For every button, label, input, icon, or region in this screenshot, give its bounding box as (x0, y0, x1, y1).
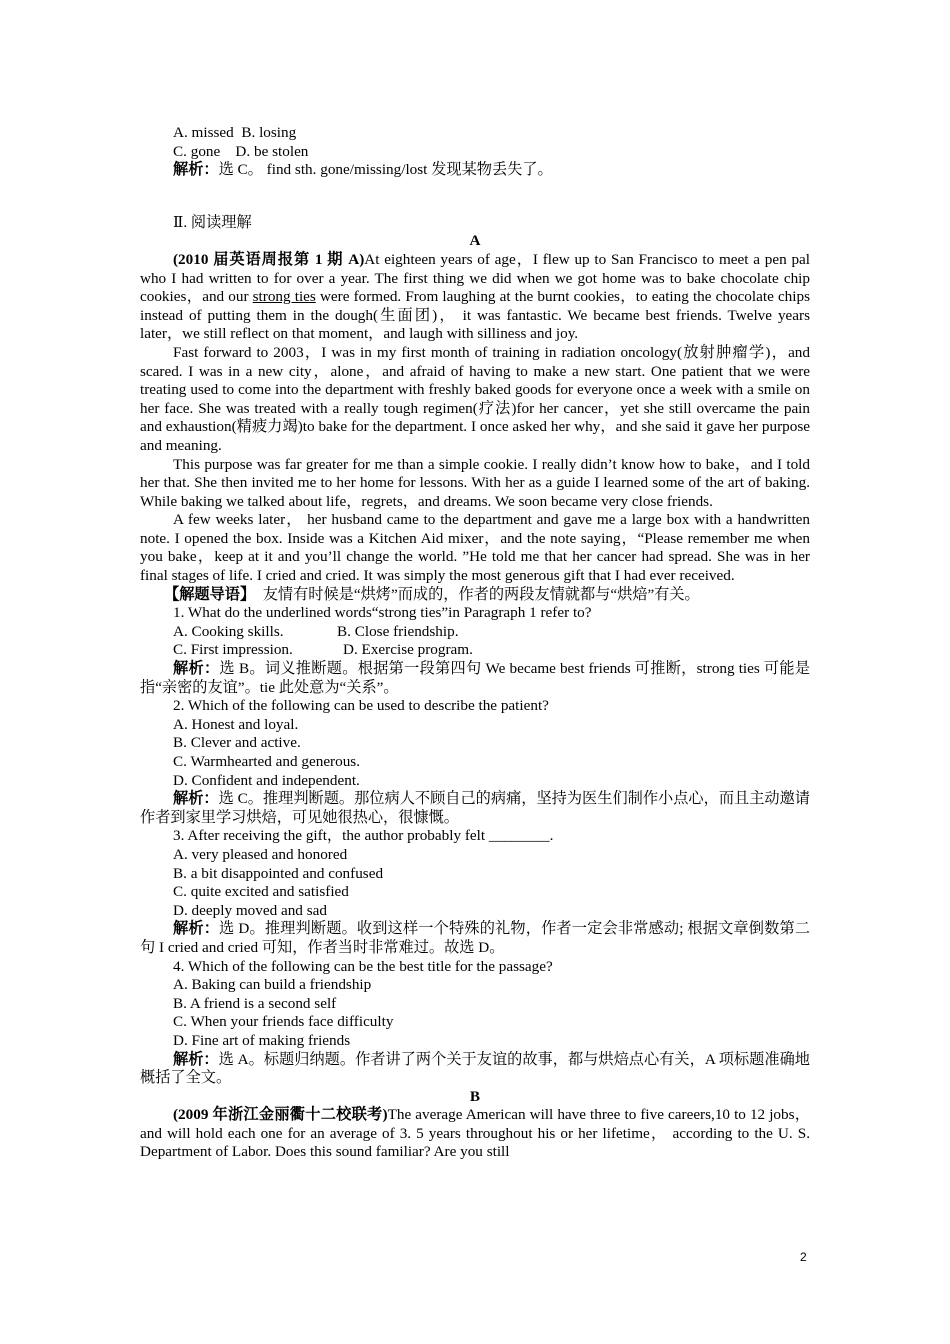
prev-analysis (140, 161, 810, 180)
passage-a-paragraph-1 (140, 251, 810, 344)
question-2: 2. Which of the following can be used to describe the patient? (173, 697, 549, 715)
analysis-text: 选 C。 find sth. gone/missing/lost 发现某物丢失了。 (218, 161, 553, 179)
analysis-text: 选 C。推理判断题。那位病人不顾自己的病痛，坚持为医生们制作小点心，而且主动邀请作者到家里学习烘焙，可见她很热心，很慷慨。 (140, 790, 810, 826)
question-1: 1. What do the underlined words“strong ties”in Paragraph 1 refer to? (173, 604, 592, 622)
option: A. Honest and loyal. (173, 715, 299, 733)
guide-note (140, 586, 810, 605)
option: C. quite excited and satisfied (173, 883, 349, 901)
option: D. Fine art of making friends (173, 1031, 351, 1049)
document-page (140, 124, 810, 1162)
option: C. First impression. (173, 641, 293, 659)
option: D. deeply moved and sad (173, 901, 327, 919)
text-run: The average American will have three to five careers,10 to 12 jobs， and will hold each one for an average of 3. 5 years throughout his or her lifetime， according to the U. S. Department of Labor. Does this sound familiar? Are you still (140, 1106, 810, 1161)
analysis-text: 选 D。推理判断题。收到这样一个特殊的礼物，作者一定会非常感动; 根据文章倒数第二句 I cried and cried 可知，作者当时非常难过。故选 D。 (140, 920, 811, 956)
option: B. A friend is a second self (173, 994, 337, 1012)
prev-options-cd: C. gone D. be stolen (173, 142, 309, 160)
option: B. Clever and active. (173, 734, 301, 752)
option: A. very pleased and honored (173, 845, 348, 863)
question-2-analysis (140, 790, 810, 827)
question-3-analysis (140, 920, 810, 957)
text-run: At eighteen years of age，I flew up to San Francisco to meet a pen pal who I had written to for over a year. The first thing we did when we got home was to bake chocolate chip cookies，and our (140, 250, 810, 306)
passage-b-heading: B (469, 1087, 481, 1105)
question-1-options-row-1 (140, 623, 810, 642)
question-4: 4. Which of the following can be the best title for the passage? (173, 957, 553, 975)
passage-a-paragraph-3: This purpose was far greater for me than a simple cookie. I really didn’t know how to bake，and I told her that. She then invited me to her home for lessons. With her as a guide I learned some of the art of baking. While baking we talked about life，regrets，and dreams. We soon became very close friends. (140, 455, 810, 510)
analysis-label: 解析： (173, 1050, 219, 1068)
prev-options-ab: A. missed B. losing (173, 124, 297, 141)
analysis-label: 解析： (173, 790, 219, 808)
guide-label: 【解题导语】 (164, 585, 256, 603)
option: C. Warmhearted and generous. (173, 753, 361, 770)
option: C. When your friends face difficulty (173, 1013, 394, 1031)
analysis-label: 解析： (173, 920, 220, 938)
page-number: 2 (800, 1250, 807, 1264)
option: D. Confident and independent. (173, 771, 360, 789)
passage-b-source: (2009 年浙江金丽衢十二校联考) (173, 1106, 388, 1124)
option: A. Baking can build a friendship (173, 976, 372, 994)
option: B. a bit disappointed and confused (173, 864, 384, 882)
analysis-text: 选 A。标题归纳题。作者讲了两个关于友谊的故事，都与烘焙点心有关，A 项标题准确地概括了全文。 (140, 1050, 810, 1087)
passage-b-paragraph-1 (140, 1106, 810, 1162)
analysis-text: 选 B。词义推断题。根据第一段第四句 We became best friends 可推断，strong ties 可能是指“亲密的友谊”。tie 此处意为“关系”。 (140, 660, 810, 696)
question-3: 3. After receiving the gift，the author probably felt ________. (173, 827, 554, 845)
option: D. Exercise program. (343, 641, 473, 659)
option: B. Close friendship. (337, 622, 459, 640)
passage-a-source: (2010 届英语周报第 1 期 A) (173, 250, 365, 268)
option: A. Cooking skills. (173, 622, 284, 640)
underlined-words: strong ties (252, 288, 316, 306)
section-title: Ⅱ. 阅读理解 (173, 213, 252, 231)
guide-text: 友情有时候是“烘烤”而成的，作者的两段友情就都与“烘焙”有关。 (255, 585, 700, 603)
question-1-analysis (140, 660, 810, 697)
passage-a-paragraph-2: Fast forward to 2003，I was in my first month of training in radiation oncology(放射肿瘤学)，and scared. I was in a new city，alone，and afraid of having to make a new start. One patient that we were treating used to come into the department with freshly baked goods for everyone once a week with a smile on her face. She was treated with a really tough regimen(疗法)for her cancer，yet she still overcame the pain and exhaustion(精疲力竭)to bake for the department. I once asked her why，and she said it gave her purpose and meaning. (140, 343, 810, 454)
question-4-analysis (140, 1051, 810, 1088)
passage-a-paragraph-4: A few weeks later， her husband came to the department and gave me a large box with a handwritten note. I opened the box. Inside was a Kitchen Aid mixer，and the note saying，“Please remember me when you bake，keep at it and you’ll change the world. ”He told me that her cancer had spread. She was in her final stages of life. I cried and cried. It was simply the most generous gift that I had ever received. (140, 511, 810, 585)
question-1-options-row-2 (140, 641, 810, 660)
analysis-label: 解析： (173, 660, 220, 678)
analysis-label: 解析： (173, 161, 219, 179)
text-run: were formed. From laughing at the burnt cookies，to eating the chocolate chips instead of putting them in the dough(生面团)， it was fantastic. We became best friends. Twelve years later，we still reflect on that moment，and laugh with silliness and joy. (140, 288, 810, 343)
passage-a-heading: A (469, 232, 481, 250)
